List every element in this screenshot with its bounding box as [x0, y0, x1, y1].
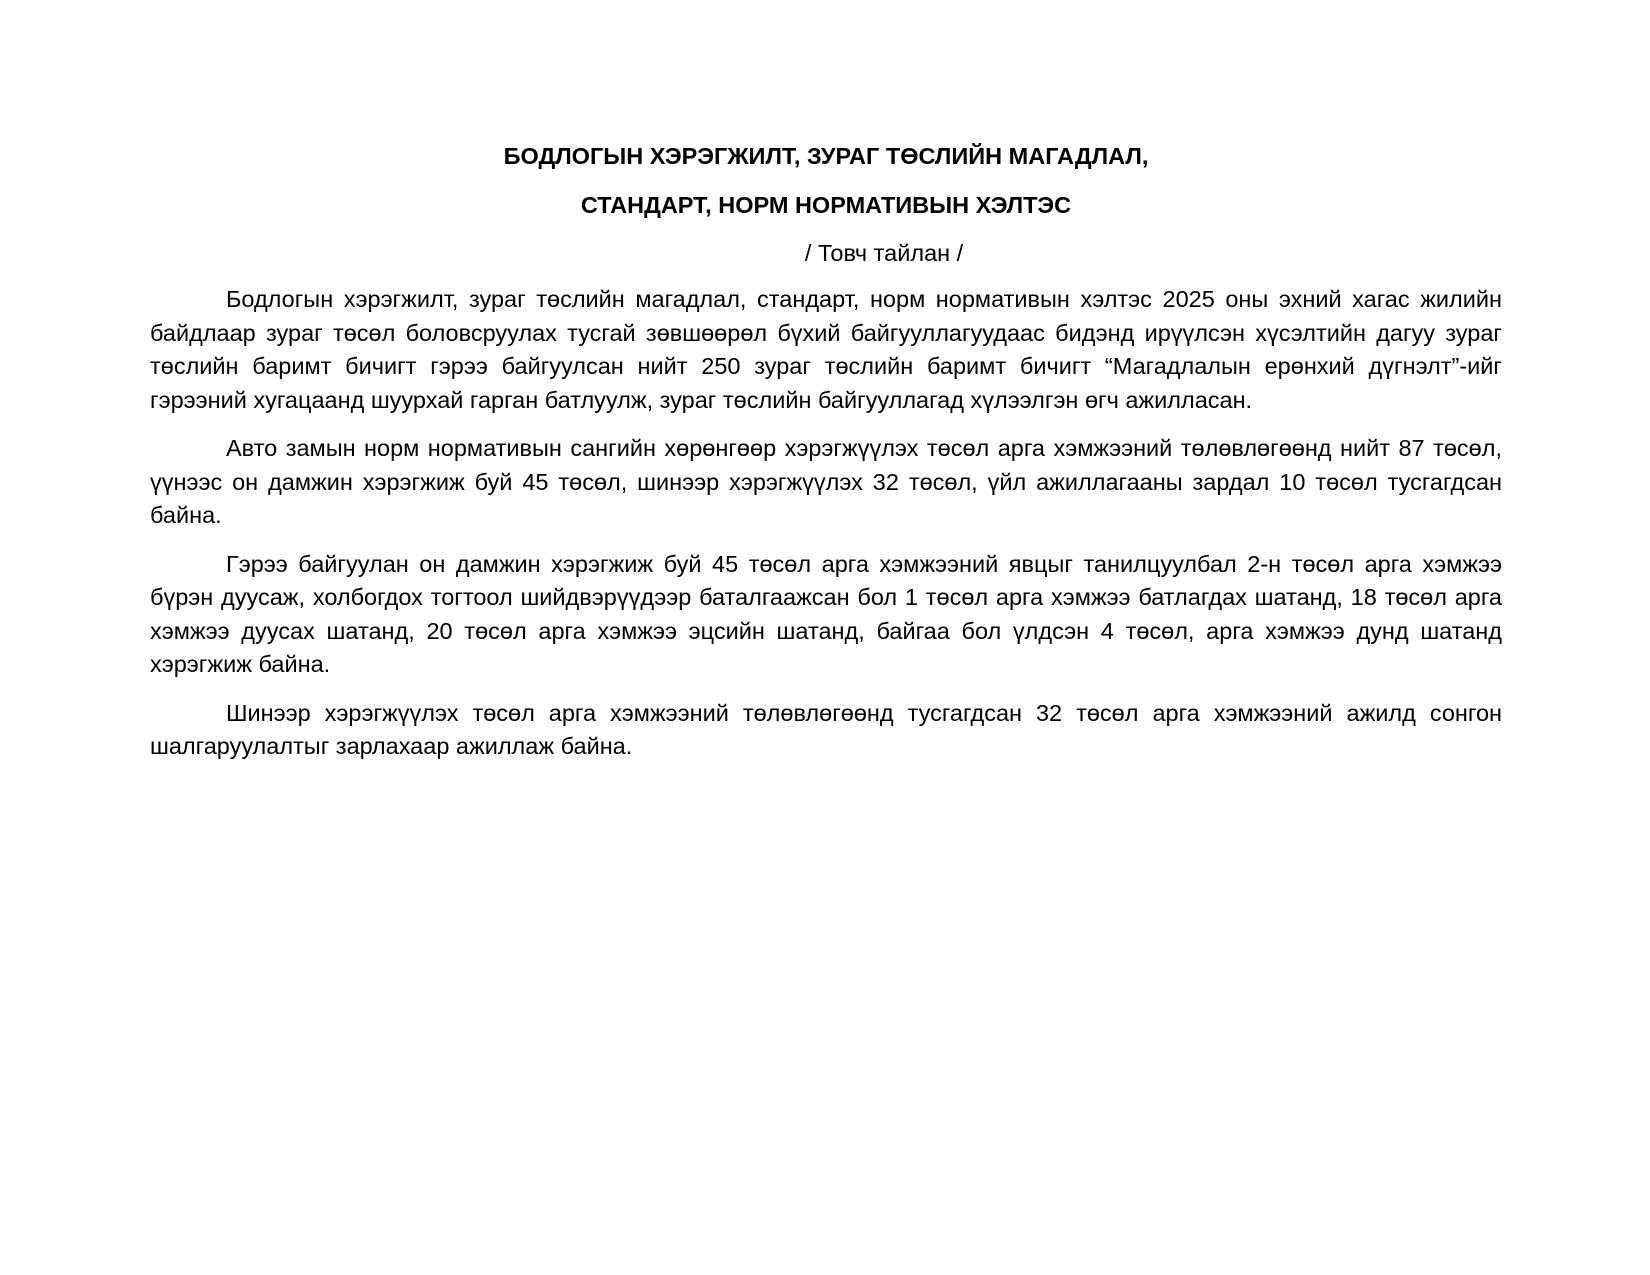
paragraph: Авто замын норм нормативын сангийн хөрөнгөөр хэрэгжүүлэх төсөл арга хэмжээний төлөвлөгөөнд нийт 87 төсөл, үүнээс он дамжин хэрэгжиж буй 45 төсөл, шинээр хэрэгжүүлэх 32 төсөл, үйл ажиллагааны зардал 10 төсөл тусгагдсан байна. [150, 435, 1502, 528]
document-title-line-1: БОДЛОГЫН ХЭРЭГЖИЛТ, ЗУРАГ ТӨСЛИЙН МАГАДЛАЛ, [503, 143, 1149, 169]
document-title-line-2: СТАНДАРТ, НОРМ НОРМАТИВЫН ХЭЛТЭС [580, 192, 1072, 218]
paragraph: Бодлогын хэрэгжилт, зураг төслийн магадлал, стандарт, норм нормативын хэлтэс 2025 оны эхний хагас жилийн байдлаар зураг төсөл боловсруулах тусгай зөвшөөрөл бүхий байгууллагуудаас бидэнд ирүүлсэн хүсэлтийн дагуу зураг төслийн баримт бичигт гэрээ байгуулсан нийт 250 зураг төслийн баримт бичигт “Магадлалын ерөнхий дүгнэлт”-ийг гэрээний хугацаанд шуурхай гарган батлуулж, зураг төслийн байгууллагад хүлээлгэн өгч ажилласан. [150, 286, 1502, 413]
document-subtitle: / Товч тайлан / [804, 240, 964, 266]
paragraph: Гэрээ байгуулан он дамжин хэрэгжиж буй 45 төсөл арга хэмжээний явцыг танилцуулбал 2-н төсөл арга хэмжээ бүрэн дуусаж, холбогдох тогтоол шийдвэрүүдээр баталгаажсан бол 1 төсөл арга хэмжээ батлагдах шатанд, 18 төсөл арга хэмжээ дуусах шатанд, 20 төсөл арга хэмжээ эцсийн шатанд, байгаа бол үлдсэн 4 төсөл, арга хэмжээ дунд шатанд хэрэгжиж байна. [150, 550, 1502, 677]
paragraph: Шинээр хэрэгжүүлэх төсөл арга хэмжээний төлөвлөгөөнд тусгагдсан 32 төсөл арга хэмжээний ажилд сонгон шалгаруулалтыг зарлахаар ажиллаж байна. [150, 699, 1502, 759]
document-page [150, 140, 1502, 779]
